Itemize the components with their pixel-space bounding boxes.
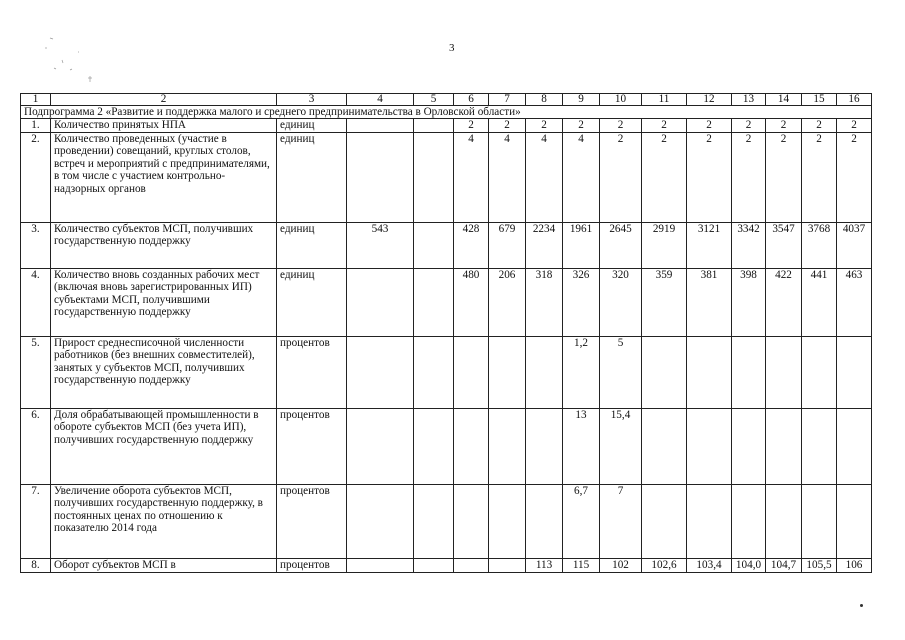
indicator-name: Оборот субъектов МСП в bbox=[51, 558, 277, 572]
value-cell-col-16: 106 bbox=[837, 558, 872, 572]
value-cell-col-15: 2 bbox=[802, 119, 837, 133]
value-cell-col-8: 318 bbox=[526, 268, 563, 336]
value-cell-col-16 bbox=[837, 408, 872, 484]
value-cell-col-5 bbox=[414, 484, 454, 558]
value-cell-col-6 bbox=[454, 558, 489, 572]
column-number-1: 1 bbox=[21, 94, 51, 106]
value-cell-col-6: 428 bbox=[454, 222, 489, 268]
value-cell-col-9: 1961 bbox=[563, 222, 600, 268]
indicator-name: Доля обрабатывающей промышленности в обороте субъектов МСП (без учета ИП), получивших государственную поддержку bbox=[51, 408, 277, 484]
value-cell-col-5 bbox=[414, 132, 454, 222]
row-number: 1. bbox=[21, 119, 51, 133]
value-cell-col-9: 6,7 bbox=[563, 484, 600, 558]
value-cell-col-13: 104,0 bbox=[732, 558, 766, 572]
value-cell-col-11 bbox=[642, 408, 687, 484]
indicator-name: Количество субъектов МСП, получивших государственную поддержку bbox=[51, 222, 277, 268]
value-cell-col-7 bbox=[489, 408, 526, 484]
value-cell-col-15 bbox=[802, 408, 837, 484]
value-cell-col-14: 3547 bbox=[766, 222, 802, 268]
row-number: 5. bbox=[21, 336, 51, 408]
value-cell-col-13 bbox=[732, 484, 766, 558]
column-number-14: 14 bbox=[766, 94, 802, 106]
scan-speck bbox=[860, 604, 863, 607]
value-cell-col-11 bbox=[642, 484, 687, 558]
table-row bbox=[21, 484, 872, 558]
value-cell-col-15 bbox=[802, 484, 837, 558]
value-cell-col-7 bbox=[489, 484, 526, 558]
indicators-table bbox=[20, 93, 872, 573]
value-cell-col-12: 381 bbox=[687, 268, 732, 336]
value-cell-col-10: 102 bbox=[600, 558, 642, 572]
column-number-7: 7 bbox=[489, 94, 526, 106]
value-cell-col-15 bbox=[802, 336, 837, 408]
value-cell-col-4: 543 bbox=[347, 222, 414, 268]
value-cell-col-6 bbox=[454, 336, 489, 408]
column-number-10: 10 bbox=[600, 94, 642, 106]
value-cell-col-7 bbox=[489, 336, 526, 408]
value-cell-col-5 bbox=[414, 119, 454, 133]
value-cell-col-8: 2234 bbox=[526, 222, 563, 268]
value-cell-col-14: 2 bbox=[766, 119, 802, 133]
value-cell-col-16: 2 bbox=[837, 119, 872, 133]
value-cell-col-11 bbox=[642, 336, 687, 408]
value-cell-col-7: 2 bbox=[489, 119, 526, 133]
value-cell-col-11: 2 bbox=[642, 132, 687, 222]
value-cell-col-10: 5 bbox=[600, 336, 642, 408]
value-cell-col-14: 422 bbox=[766, 268, 802, 336]
value-cell-col-10: 7 bbox=[600, 484, 642, 558]
value-cell-col-6: 480 bbox=[454, 268, 489, 336]
column-number-4: 4 bbox=[347, 94, 414, 106]
value-cell-col-7: 4 bbox=[489, 132, 526, 222]
value-cell-col-8: 4 bbox=[526, 132, 563, 222]
column-number-row bbox=[21, 94, 872, 106]
value-cell-col-14: 2 bbox=[766, 132, 802, 222]
row-number: 8. bbox=[21, 558, 51, 572]
value-cell-col-14 bbox=[766, 408, 802, 484]
value-cell-col-10: 2645 bbox=[600, 222, 642, 268]
value-cell-col-13 bbox=[732, 408, 766, 484]
value-cell-col-10: 2 bbox=[600, 132, 642, 222]
column-number-12: 12 bbox=[687, 94, 732, 106]
table-row bbox=[21, 408, 872, 484]
row-number: 4. bbox=[21, 268, 51, 336]
value-cell-col-13: 2 bbox=[732, 132, 766, 222]
value-cell-col-16 bbox=[837, 484, 872, 558]
indicator-name: Количество проведенных (участие в проведении) совещаний, круглых столов, встреч и мероприятий с предпринимателями, в том числе с участием контрольно-надзорных органов bbox=[51, 132, 277, 222]
value-cell-col-12: 2 bbox=[687, 132, 732, 222]
value-cell-col-6 bbox=[454, 408, 489, 484]
value-cell-col-15: 2 bbox=[802, 132, 837, 222]
unit: процентов bbox=[277, 484, 347, 558]
unit: процентов bbox=[277, 336, 347, 408]
value-cell-col-15: 105,5 bbox=[802, 558, 837, 572]
value-cell-col-7: 206 bbox=[489, 268, 526, 336]
value-cell-col-6 bbox=[454, 484, 489, 558]
value-cell-col-16: 2 bbox=[837, 132, 872, 222]
table-row bbox=[21, 336, 872, 408]
value-cell-col-9: 326 bbox=[563, 268, 600, 336]
column-number-13: 13 bbox=[732, 94, 766, 106]
row-number: 2. bbox=[21, 132, 51, 222]
value-cell-col-4 bbox=[347, 558, 414, 572]
value-cell-col-10: 2 bbox=[600, 119, 642, 133]
value-cell-col-11: 102,6 bbox=[642, 558, 687, 572]
value-cell-col-10: 320 bbox=[600, 268, 642, 336]
value-cell-col-5 bbox=[414, 408, 454, 484]
value-cell-col-15: 441 bbox=[802, 268, 837, 336]
value-cell-col-13: 3342 bbox=[732, 222, 766, 268]
value-cell-col-11: 359 bbox=[642, 268, 687, 336]
value-cell-col-12 bbox=[687, 408, 732, 484]
value-cell-col-16: 4037 bbox=[837, 222, 872, 268]
value-cell-col-4 bbox=[347, 132, 414, 222]
value-cell-col-16: 463 bbox=[837, 268, 872, 336]
page-number: 3 bbox=[449, 42, 455, 54]
row-number: 3. bbox=[21, 222, 51, 268]
value-cell-col-14: 104,7 bbox=[766, 558, 802, 572]
value-cell-col-7 bbox=[489, 558, 526, 572]
value-cell-col-12 bbox=[687, 484, 732, 558]
value-cell-col-4 bbox=[347, 484, 414, 558]
value-cell-col-11: 2919 bbox=[642, 222, 687, 268]
value-cell-col-5 bbox=[414, 268, 454, 336]
table-row bbox=[21, 222, 872, 268]
unit: единиц bbox=[277, 119, 347, 133]
value-cell-col-10: 15,4 bbox=[600, 408, 642, 484]
value-cell-col-4 bbox=[347, 268, 414, 336]
column-number-16: 16 bbox=[837, 94, 872, 106]
value-cell-col-14 bbox=[766, 336, 802, 408]
table-row bbox=[21, 268, 872, 336]
table-row bbox=[21, 119, 872, 133]
value-cell-col-15: 3768 bbox=[802, 222, 837, 268]
value-cell-col-14 bbox=[766, 484, 802, 558]
value-cell-col-13 bbox=[732, 336, 766, 408]
indicator-name: Прирост среднесписочной численности работников (без внешних совместителей), занятых у субъектов МСП, получивших государственную поддержку bbox=[51, 336, 277, 408]
value-cell-col-16 bbox=[837, 336, 872, 408]
column-number-15: 15 bbox=[802, 94, 837, 106]
value-cell-col-8: 2 bbox=[526, 119, 563, 133]
value-cell-col-9: 115 bbox=[563, 558, 600, 572]
indicator-name: Количество вновь созданных рабочих мест (включая вновь зарегистрированных ИП) субъектами МСП, получившими государственную поддержку bbox=[51, 268, 277, 336]
unit: процентов bbox=[277, 408, 347, 484]
table-row bbox=[21, 558, 872, 572]
row-number: 6. bbox=[21, 408, 51, 484]
unit: процентов bbox=[277, 558, 347, 572]
row-number: 7. bbox=[21, 484, 51, 558]
value-cell-col-5 bbox=[414, 558, 454, 572]
value-cell-col-8 bbox=[526, 484, 563, 558]
column-number-2: 2 bbox=[51, 94, 277, 106]
value-cell-col-8: 113 bbox=[526, 558, 563, 572]
value-cell-col-12: 2 bbox=[687, 119, 732, 133]
table-row bbox=[21, 132, 872, 222]
value-cell-col-4 bbox=[347, 119, 414, 133]
indicator-name: Увеличение оборота субъектов МСП, получивших государственную поддержку, в постоянных ценах по отношению к показателю 2014 года bbox=[51, 484, 277, 558]
unit: единиц bbox=[277, 268, 347, 336]
column-number-8: 8 bbox=[526, 94, 563, 106]
value-cell-col-5 bbox=[414, 336, 454, 408]
unit: единиц bbox=[277, 222, 347, 268]
value-cell-col-13: 2 bbox=[732, 119, 766, 133]
value-cell-col-8 bbox=[526, 408, 563, 484]
column-number-6: 6 bbox=[454, 94, 489, 106]
column-number-11: 11 bbox=[642, 94, 687, 106]
column-number-3: 3 bbox=[277, 94, 347, 106]
subprogram-row bbox=[21, 106, 872, 119]
value-cell-col-6: 2 bbox=[454, 119, 489, 133]
value-cell-col-6: 4 bbox=[454, 132, 489, 222]
subprogram-title: Подпрограмма 2 «Развитие и поддержка малого и среднего предпринимательства в Орловской области» bbox=[21, 106, 872, 119]
unit: единиц bbox=[277, 132, 347, 222]
value-cell-col-7: 679 bbox=[489, 222, 526, 268]
column-number-9: 9 bbox=[563, 94, 600, 106]
value-cell-col-9: 2 bbox=[563, 119, 600, 133]
value-cell-col-4 bbox=[347, 408, 414, 484]
value-cell-col-11: 2 bbox=[642, 119, 687, 133]
scan-noise-marks bbox=[40, 30, 110, 90]
value-cell-col-12: 3121 bbox=[687, 222, 732, 268]
column-number-5: 5 bbox=[414, 94, 454, 106]
value-cell-col-9: 4 bbox=[563, 132, 600, 222]
indicator-name: Количество принятых НПА bbox=[51, 119, 277, 133]
value-cell-col-8 bbox=[526, 336, 563, 408]
value-cell-col-5 bbox=[414, 222, 454, 268]
value-cell-col-9: 13 bbox=[563, 408, 600, 484]
value-cell-col-12: 103,4 bbox=[687, 558, 732, 572]
value-cell-col-12 bbox=[687, 336, 732, 408]
value-cell-col-13: 398 bbox=[732, 268, 766, 336]
value-cell-col-9: 1,2 bbox=[563, 336, 600, 408]
value-cell-col-4 bbox=[347, 336, 414, 408]
